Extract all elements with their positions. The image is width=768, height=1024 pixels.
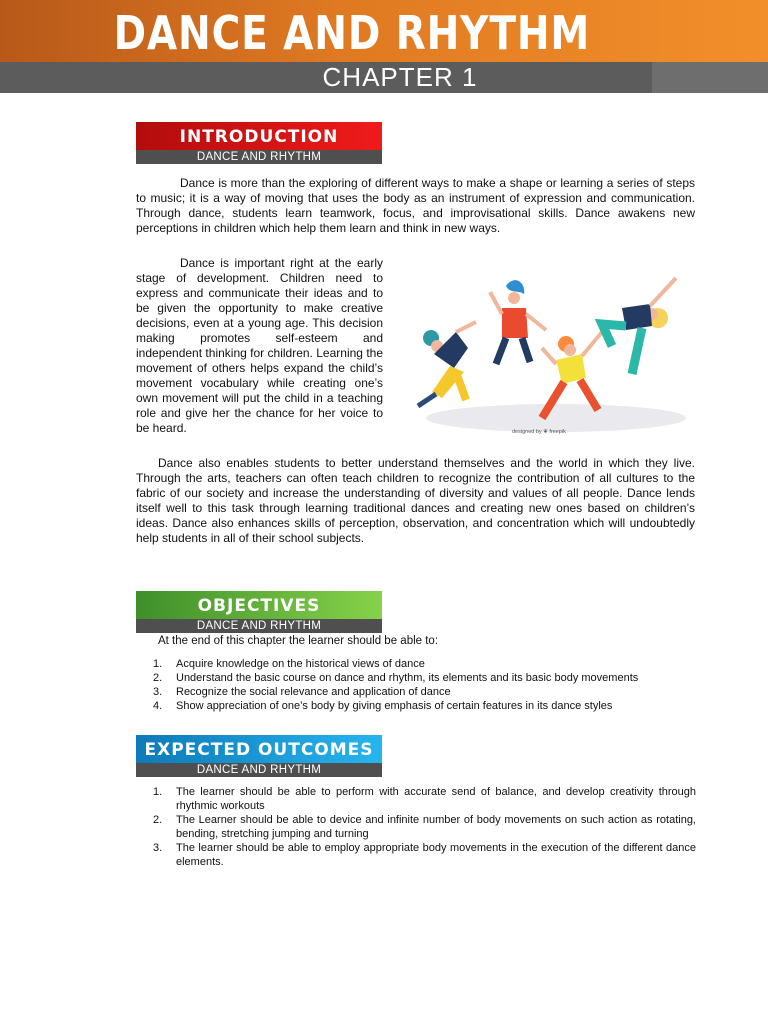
list-text: Understand the basic course on dance and rhythm, its elements and its basic body movements bbox=[176, 672, 639, 684]
list-text: The learner should be able to perform with accurate send of balance, and develop creativity through rhythmic workouts bbox=[176, 786, 696, 812]
list-number: 1. bbox=[153, 786, 163, 798]
objectives-subheading: DANCE AND RHYTHM bbox=[136, 619, 382, 633]
list-text: Acquire knowledge on the historical views of dance bbox=[176, 658, 425, 670]
outcomes-heading: EXPECTED OUTCOMES bbox=[136, 735, 382, 763]
list-item bbox=[136, 699, 696, 713]
dancers-illustration bbox=[406, 268, 692, 444]
introduction-header bbox=[136, 122, 382, 164]
outcomes-header bbox=[136, 735, 382, 777]
objectives-header bbox=[136, 591, 382, 633]
list-number: 1. bbox=[153, 658, 163, 670]
list-text: The learner should be able to employ appropriate body movements in the execution of the different dance elements. bbox=[176, 842, 696, 868]
list-number: 4. bbox=[153, 700, 163, 712]
outcomes-subheading: DANCE AND RHYTHM bbox=[136, 763, 382, 777]
page-title: DANCE AND RHYTHM bbox=[113, 6, 591, 60]
list-number: 2. bbox=[153, 814, 163, 826]
outcomes-list bbox=[136, 785, 696, 869]
objectives-list bbox=[136, 657, 696, 713]
introduction-paragraph-1: Dance is more than the exploring of different ways to make a shape or learning a series of steps to music; it is a way of moving that uses the body as an instrument of expression and communication. Through dance, students learn teamwork, focus, and improvisational skills. Dance awakens new perceptions in children which help them learn and think in new ways. bbox=[136, 176, 695, 235]
objectives-heading: OBJECTIVES bbox=[136, 591, 382, 619]
dancer-figure bbox=[602, 278, 676, 374]
list-text: Recognize the social relevance and application of dance bbox=[176, 686, 451, 698]
list-number: 2. bbox=[153, 672, 163, 684]
list-item bbox=[136, 841, 696, 869]
dancer-figure bbox=[490, 280, 546, 364]
introduction-heading: INTRODUCTION bbox=[136, 122, 382, 150]
list-item bbox=[136, 813, 696, 841]
introduction-subheading: DANCE AND RHYTHM bbox=[136, 150, 382, 164]
list-number: 3. bbox=[153, 842, 163, 854]
dancer-figure bbox=[418, 322, 476, 406]
list-item bbox=[136, 785, 696, 813]
list-number: 3. bbox=[153, 686, 163, 698]
introduction-paragraph-2: Dance is important right at the early stage of development. Children need to express and communicate their ideas and to be given the opportunity to make creative decisions, even at a young age. This decision making promotes self-esteem and independent thinking for children. Learning the movement of others helps expand the child’s movement vocabulary while creating one’s own movement will put the child in a teaching role and give her the chance for her voice to be heard. bbox=[136, 256, 383, 435]
list-text: Show appreciation of one’s body by giving emphasis of certain features in its dance styles bbox=[176, 700, 613, 712]
list-item bbox=[136, 671, 696, 685]
list-text: The Learner should be able to device and infinite number of body movements on such action as rotating, bending, stretching jumping and turning bbox=[176, 814, 696, 840]
chapter-title: CHAPTER 1 bbox=[322, 62, 478, 92]
list-item bbox=[136, 657, 696, 671]
objectives-intro: At the end of this chapter the learner should be able to: bbox=[158, 635, 439, 647]
image-credit: designed by ❦ freepik bbox=[512, 429, 566, 435]
list-item bbox=[136, 685, 696, 699]
introduction-paragraph-3: Dance also enables students to better understand themselves and the world in which they live. Through the arts, teachers can often teach children to recognize the contribution of all cultures to the fabric of our society and increase the understanding of diversity and values of all people. Dance lends itself well to this task through learning traditional dances and creating new ones based on children’s ideas. Dance also enhances skills of perception, observation, and concentration which will undoubtedly help students in all of their school subjects. bbox=[136, 456, 695, 545]
